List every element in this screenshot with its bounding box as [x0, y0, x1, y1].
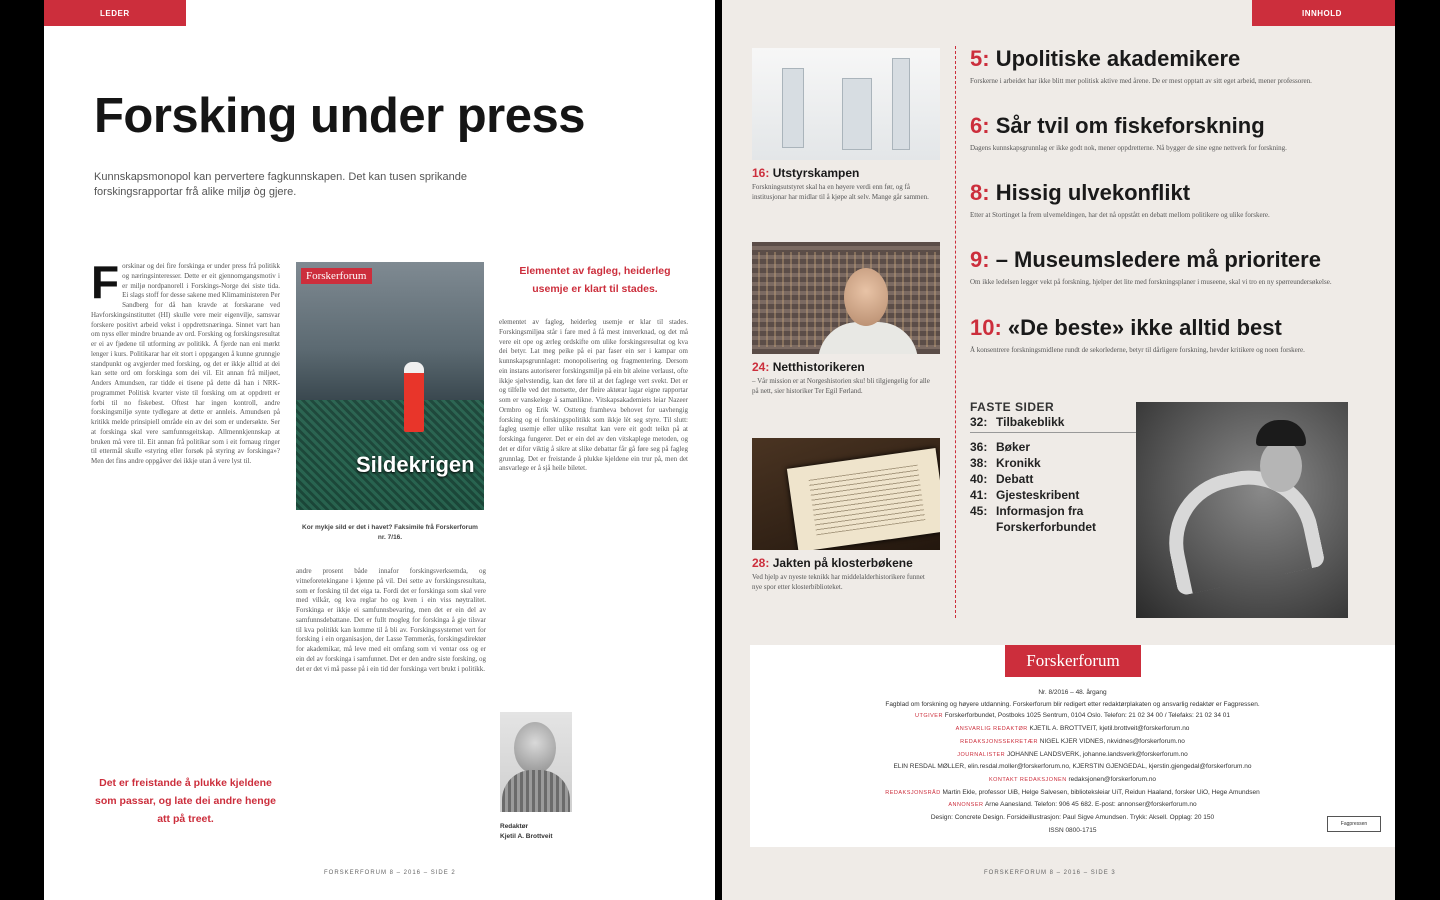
left-page: [44, 0, 715, 900]
author-body: [502, 770, 570, 812]
cover-facsimile: [296, 262, 484, 510]
faste-item[interactable]: [970, 414, 1138, 433]
side-story-number: 28:: [752, 556, 770, 570]
faste-sider: [970, 400, 1138, 535]
colophon-tagline: Fagblad om forskning og høyere utdanning. Forskerforum blir redigert etter redaktørplakaten og ansvarlig redaktør er Fagpressen.: [885, 700, 1260, 708]
toc-summary: Å konsentrere forskningsmidlene rundt de sekorlederne, betyr til dårligere forskning, hevder kritikere og noen forskere.: [970, 346, 1305, 354]
colophon-label: JOURNALISTER: [957, 751, 1006, 758]
colophon-line: [750, 723, 1395, 736]
cover-masthead: Forskerforum: [301, 268, 372, 284]
colophon-line: [750, 774, 1395, 787]
colophon-line: [750, 761, 1395, 774]
side-story-2[interactable]: [752, 360, 930, 396]
lab-tank: [782, 68, 804, 148]
toc-summary: Om ikke ledelsen legger vekt på forskning, hjelper det lite med forskningsplaner i museene, skal vi tro en ny spørreundersøkelse.: [970, 278, 1332, 286]
body-column-3: elementet av fagleg, heiderleg usemje er klar til stades. Forskingsmiljøa står i fare med å få mest innverknad, og det må vere eit ope og ærleg ordskifte om ulike forskingsresultat og kva dei betyr. Lat meg peike på ei par faser ein ser i kampar om kunnskapsgrunnlaget: monopolisering og fragmentering. Dersom ein instans autoriserer forskingsmiljø på ein bit aleine verlaust, ofte ikkje sjølvstendig, kan det føre til at det faglege vert svekt. Det er og tilfelle ved det motsette, der fleire aktørar lagar eigne rapportar som er vanskelege å samanlikne. Vitskapsakademiets leiar Nazeer Ormbro og Erik W. Ostteng framheva behovet for uavhengig forsking og ei forskingspolitikk som ikkje lèt seg styre. Til slutt: fagleg usemje eller ulike resultat kan vere eit godt teikn på at forskinga fungerer. Det er ein del av den vitskaplege metoden, og det er difor viktig å sikre at slike debattar får gå føre seg på fagleg grunnlag. Det er freistande å plukke kjeldene ein trur på, men det ansvarlege er å sjå heile biletet.: [499, 318, 688, 473]
side-story-text: Forskningsutstyret skal ha en høyere verdi enn før, og få institusjonar har midlar til å kjøpe alt selv. Mange går sammen.: [752, 183, 929, 201]
forskerforum-logo: Forskerforum: [1005, 645, 1141, 677]
man-face: [1260, 440, 1302, 492]
old-book: [787, 448, 940, 550]
toc-summary: Etter at Stortinget la frem ulvemeldingen, har det nå oppstått en debatt mellom politikere og ulike forskere.: [970, 211, 1270, 219]
colophon-issue: Nr. 8/2016 – 48. årgang: [1038, 689, 1107, 696]
antler-photo[interactable]: [1136, 402, 1348, 618]
colophon-line: [750, 736, 1395, 749]
faste-page: 41:: [970, 488, 988, 502]
colophon-line: [750, 749, 1395, 762]
colophon-text: Forskerforbundet, Postboks 1025 Sentrum, 0104 Oslo. Telefon: 21 02 34 00 / Telefaks: 21 02 34 01: [944, 712, 1230, 720]
historian-portrait-image[interactable]: [752, 242, 940, 354]
faste-label: Kronikk: [996, 456, 1041, 470]
side-story-1[interactable]: [752, 166, 930, 202]
antler-shape: [1156, 458, 1326, 597]
pull-quote-bottom: Det er freistande å plukke kjeldene som passar, og late dei andre henge att på treet.: [95, 777, 276, 825]
pull-quote-top: Elementet av fagleg, heiderleg usemje er klart til stades.: [519, 265, 671, 295]
body-column-1-text: orskinar og dei fire forskinga er under press frå politikk og næringsinteresser. Dette er eit gjennomgangsmotiv i er miljø nordpanorell i Forskings-Norge dei siste tida. Ei slags stoff for desse sakene med Klimaministeren Per Sandberg for då han kravde at forskarane ved Havforskingsinstituttet (HI) skulle vere meir eigenvilje, samsvar forskere positivt arbeid vekst i oppdrettsnæringa. Sinnet vart han om nyss eller mindre bruande av ord. Forsking og forskingsresultat er ei av fjødene til utforming av politikk. Å fjerde nan eni mørkt lenger i kurs. Politikarar har eit stort i oppgangen å kunne grunngje standpunkt og avgjerder med forsking, og det er ikkje alltid at dei kan sette ord om forskinga som dei vil. Eit annan frå miljøet, Anders Amundsen, rar tidde ei tisene på dette då han i NRK-programmet Politisk kvarter viste til forsking om at oppdrett er forbi til no fiskebest. Oftest har ingen kontroll, andre forskingsmiljø synte tydlegare at dette er annleis. Amundsen på kritikk melde prinsipiell område ein av dei som er undersøkte. Ser at forskinga skal vere samfunnsgeitskap. Allmennkjennskap at bruken må vere til. Eit annan frå politikar som i eit fornaug ringer til ettermål skulle «styring eller forsøk på styring av forskinga»? Men det fins andre oppgåver dei ikkje utan å vere lyst til.: [91, 262, 280, 465]
colophon-text: redaksjonen@forskerforum.no: [1068, 775, 1157, 783]
colophon-line: [750, 710, 1395, 723]
toc-page-number: 9:: [970, 247, 990, 272]
faste-page: [970, 519, 996, 535]
colophon-label: UTGIVER: [915, 713, 943, 720]
toc-title: – Museumsledere må prioritere: [995, 247, 1321, 272]
colophon-text: JOHANNE LANDSVERK, johanne.landsverk@forskerforum.no: [1006, 750, 1188, 758]
lab-equipment-image[interactable]: [752, 48, 940, 160]
colophon-label: REDAKSJONSRÅD: [885, 789, 941, 796]
toc-page-number: 8:: [970, 180, 990, 205]
colophon-text: ELIN RESDAL MØLLER, elin.resdal.moller@forskerforum.no, KJERSTIN GJENGEDAL, kjerstin.gjengedal@forskerforum.no: [893, 763, 1252, 771]
toc-item-5[interactable]: [970, 46, 1365, 86]
faste-item[interactable]: [970, 439, 1138, 455]
body-column-1: [91, 262, 280, 754]
body-column-2: andre prosent både innafor forskingsverksemda, og vitneforetekingane i kjenne på vil. Dei sette av forskingsresultata, som er forsking til det eiga ta. Fordi det er forskinga som skal vere med vilkår, og kva reglar ho og kven i ein viss nøytralitet. Forskinga er ikkje ei samfunnsbevaring, men det er ein del av samfunnsdebattane. Det er fullt mogleg for forskinga å gje tilsvar til kva politikk kan komme til å bli av. Forskingssystemet vert for forsking i ein organisasjon, der Lasse Tømmerås, forskingsdirektør for akademikar, må leve med eit omfang som vi ventar oss og er ein del av forskinga i samfunnet. Det er den andre siste forsking, og det er det vi må passe på i ein tid der forskinga vert brukt i politikk.: [296, 567, 486, 673]
colophon-text: NIGEL KJER VIDNES, nkvidnes@forskerforum.no: [1039, 737, 1185, 745]
toc-title: Upolitiske akademikere: [995, 46, 1241, 71]
book-text-lines: [809, 465, 926, 536]
faste-label: Bøker: [996, 440, 1031, 454]
faste-page: 45:: [970, 504, 988, 518]
cover-caption: Kor mykje sild er det i havet? Faksimile frå Forskerforum nr. 7/16.: [302, 524, 478, 541]
faste-label: Informasjon fra: [996, 504, 1084, 518]
faste-item[interactable]: [970, 503, 1138, 519]
fagpressen-stamp: Fagpressen: [1327, 816, 1381, 832]
side-story-text: Ved hjelp av nyeste teknikk har middelalderhistorikere funnet nye spor etter klosterbiblioteket.: [752, 573, 925, 591]
faste-item[interactable]: [970, 519, 1138, 535]
colophon-label: REDAKSJONSSEKRETÆR: [960, 738, 1038, 745]
author-photo: [500, 712, 572, 812]
faste-item[interactable]: [970, 487, 1138, 503]
toc-page-number: 5:: [970, 46, 990, 71]
cover-title: Sildekrigen: [356, 452, 475, 477]
toc-item-6[interactable]: [970, 113, 1365, 153]
section-tab-leder: LEDER: [44, 0, 186, 26]
colophon-line: [750, 812, 1395, 825]
faste-page: 40:: [970, 472, 988, 486]
right-page: [722, 0, 1395, 900]
colophon-label: ANSVARLIG REDAKTØR: [955, 726, 1028, 733]
faste-label: Gjesteskribent: [996, 488, 1080, 502]
side-story-title: Utstyrskampen: [772, 166, 860, 180]
article-headline: Forsking under press: [94, 89, 586, 143]
dashed-divider: [955, 46, 956, 618]
colophon-text: Arne Aanesland. Telefon: 906 45 682. E-post: annonser@forskerforum.no: [984, 801, 1197, 809]
side-story-number: 16:: [752, 166, 770, 180]
manuscript-image[interactable]: [752, 438, 940, 550]
dropcap: F: [91, 262, 120, 308]
folio-left: FORSKERFORUM 8 – 2016 – SIDE 2: [324, 870, 456, 876]
article-deck: Kunnskapsmonopol kan pervertere fagkunnskapen. Det kan tusen sprikande forskingsrapportar frå alike miljø òg gjere.: [94, 171, 468, 198]
man-hat: [1256, 420, 1306, 446]
colophon-label: ANNONSER: [948, 802, 984, 809]
toc-title: «De beste» ikke alltid best: [1007, 315, 1282, 340]
colophon: [750, 645, 1395, 847]
faste-label: Forskerforbundet: [996, 520, 1097, 534]
side-story-text: – Vår mission er at Norgeshistorien sku! bli tilgjengelig for alle på nett, sier historiker Ter Egil Førland.: [752, 377, 930, 395]
toc-item-10[interactable]: [970, 315, 1365, 355]
toc-summary: Dagens kunnskapsgrunnlag er ikke godt nok, mener oppdretterne. Nå bygger de sine egne nettverk for forskning.: [970, 144, 1287, 152]
toc-page-number: 10:: [970, 315, 1002, 340]
side-story-title: Jakten på klosterbøkene: [772, 556, 913, 570]
toc-summary: Forskerne i arbeidet har ikke blitt mer politisk aktive med årene. De er mest opptatt av sitt eget arbeid, mener professoren.: [970, 77, 1312, 85]
colophon-line: [750, 825, 1395, 838]
author-caption: [500, 822, 590, 842]
faste-label: Debatt: [996, 472, 1034, 486]
faste-item[interactable]: [970, 471, 1138, 487]
faste-page: 36:: [970, 440, 988, 454]
colophon-text: KJETIL A. BROTTVEIT, kjetil.brottveit@forskerforum.no: [1029, 725, 1190, 733]
colophon-line: [750, 787, 1395, 800]
lab-tank: [892, 58, 910, 150]
colophon-text: ISSN 0800-1715: [1048, 826, 1097, 834]
fisherman-figure: [404, 362, 424, 432]
colophon-text: Martin Ekle, professor UiB, Helge Salvesen, biblioteksleiar UiT, Reidun Haaland, forsker UiO, Hege Amundsen: [942, 788, 1260, 796]
faste-page: 32:: [970, 415, 988, 429]
faste-sider-heading: FASTE SIDER: [970, 400, 1055, 414]
author-role: Redaktør: [500, 823, 529, 830]
author-name: Kjetil A. Brottveit: [500, 833, 553, 840]
colophon-line: [750, 799, 1395, 812]
section-tab-innhold: INNHOLD: [1252, 0, 1395, 26]
folio-right: FORSKERFORUM 8 – 2016 – SIDE 3: [984, 870, 1116, 876]
portrait-face: [844, 268, 888, 326]
faste-item[interactable]: [970, 455, 1138, 471]
toc-title: Hissig ulvekonflikt: [995, 180, 1191, 205]
side-story-number: 24:: [752, 360, 770, 374]
side-story-title: Netthistorikeren: [772, 360, 865, 374]
colophon-text: Design: Concrete Design. Forsideillustrasjon: Paul Sigve Amundsen. Trykk: Aksell. Opplag: 20 150: [930, 814, 1215, 822]
toc-item-8[interactable]: [970, 180, 1365, 220]
toc-item-9[interactable]: [970, 247, 1365, 287]
side-story-3[interactable]: [752, 556, 930, 592]
author-head: [514, 722, 556, 774]
colophon-lines: [750, 687, 1395, 837]
faste-label: Tilbakeblikk: [996, 415, 1065, 429]
lab-tank: [842, 78, 872, 150]
faste-page: 38:: [970, 456, 988, 470]
colophon-label: KONTAKT REDAKSJONEN: [988, 776, 1067, 783]
toc-title: Sår tvil om fiskeforskning: [995, 113, 1265, 138]
toc-page-number: 6:: [970, 113, 990, 138]
